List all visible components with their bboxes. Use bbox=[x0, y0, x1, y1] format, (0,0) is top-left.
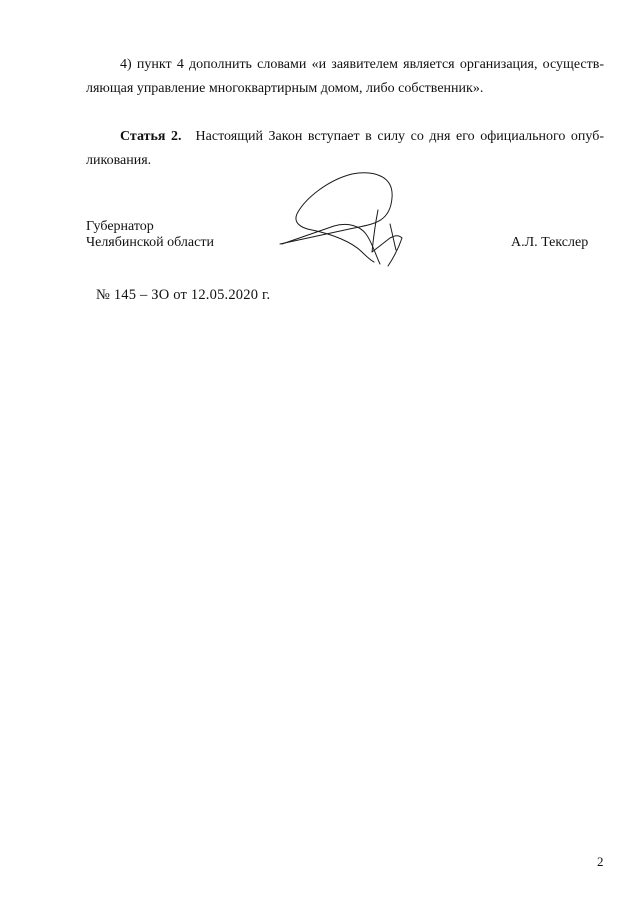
governor-region: Челябинской области bbox=[86, 235, 214, 250]
article-2-line-1 bbox=[120, 128, 604, 146]
paragraph-1-line-1: 4) пункт 4 дополнить словами «и заявителем является организация, осуществ- bbox=[120, 57, 604, 72]
law-number: № 145 – ЗО от 12.05.2020 г. bbox=[96, 287, 271, 303]
article-label: Статья 2. bbox=[120, 129, 182, 144]
governor-title: Губернатор bbox=[86, 219, 154, 234]
handwritten-signature bbox=[278, 168, 418, 280]
article-2-text: Настоящий Закон вступает в силу со дня его официального опуб- bbox=[195, 129, 604, 144]
paragraph-1-line-2: ляющая управление многоквартирным домом, либо собственник». bbox=[86, 81, 484, 96]
page-number: 2 bbox=[597, 854, 604, 869]
article-2-line-2: ликования. bbox=[86, 153, 152, 168]
governor-name: А.Л. Текслер bbox=[511, 235, 589, 250]
